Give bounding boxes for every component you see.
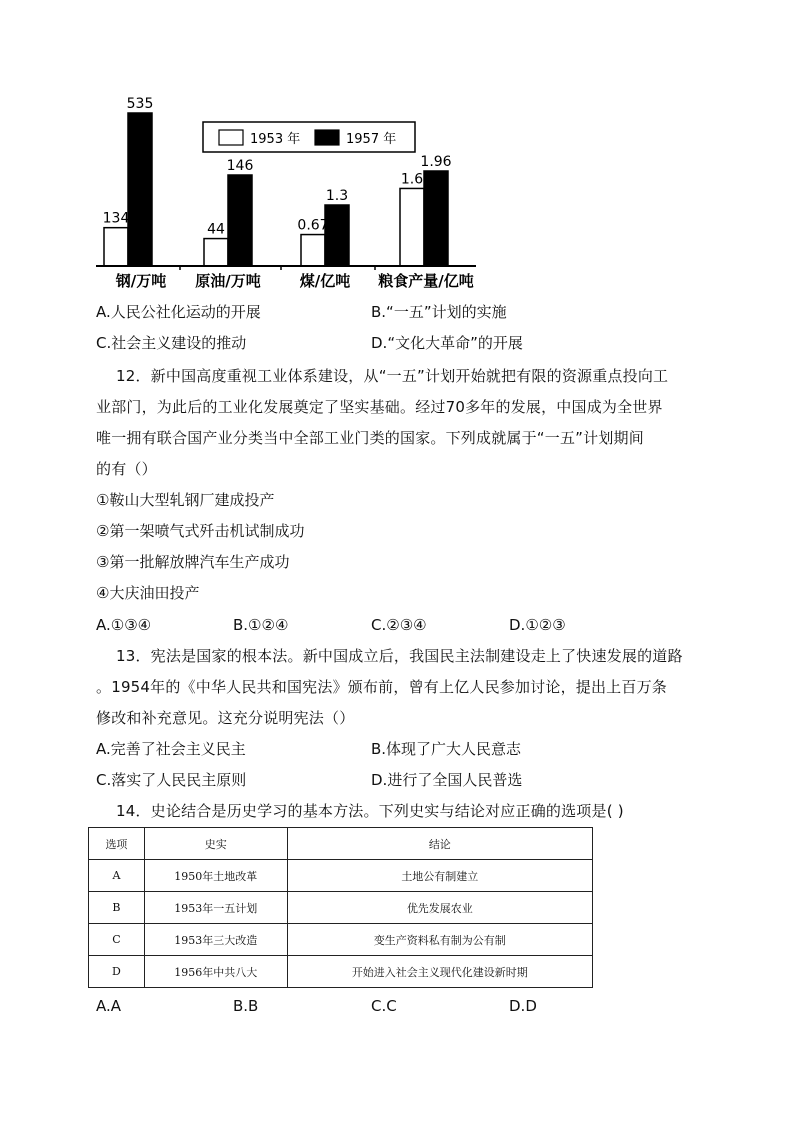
data-label-1957-1: 146 xyxy=(226,158,254,174)
table-row xyxy=(89,860,593,892)
legend-label-1953: 1953 年 xyxy=(250,132,301,147)
q13-option-a[interactable]: A.完善了社会主义民主 xyxy=(96,740,246,758)
data-label-1953-3: 1.6 xyxy=(400,171,424,188)
table-row xyxy=(89,892,593,924)
legend-swatch-1953 xyxy=(219,130,243,145)
cell-fact: 1950年土地改革 xyxy=(144,860,287,892)
q13-stem-line-1: 13．宪法是国家的根本法。新中国成立后，我国民主法制建设走上了快速发展的道路 xyxy=(116,647,683,665)
category-label-3: 粮食产量/亿吨 xyxy=(378,272,474,290)
q12-option-a[interactable]: A.①③④ xyxy=(96,616,152,634)
q11-option-a[interactable]: A.人民公社化运动的开展 xyxy=(96,303,261,321)
q14-stem: 14．史论结合是历史学习的基本方法。下列史实与结论对应正确的选项是( ) xyxy=(116,802,624,820)
category-label-1: 原油/万吨 xyxy=(195,272,261,290)
data-label-1953-2: 0.67 xyxy=(297,217,329,234)
q14-table xyxy=(88,827,593,988)
bar-1953-0 xyxy=(104,228,128,266)
q12-stem-line-3: 唯一拥有联合国产业分类当中全部工业门类的国家。下列成就属于“一五”计划期间 xyxy=(96,429,644,447)
bar-1957-1 xyxy=(228,175,252,266)
data-label-1953-0: 134 xyxy=(102,210,130,227)
header-conclusion: 结论 xyxy=(287,828,592,860)
legend-label-1957: 1957 年 xyxy=(346,132,397,147)
cell-option: B xyxy=(89,892,145,924)
q12-item-3: ③第一批解放牌汽车生产成功 xyxy=(96,553,290,571)
data-label-1953-1: 44 xyxy=(207,221,225,238)
cell-fact: 1953年三大改造 xyxy=(144,924,287,956)
q13-stem-line-2: 。1954年的《中华人民共和国宪法》颁布前，曾有上亿人民参加讨论，提出上百万条 xyxy=(96,678,667,696)
bar-1957-2 xyxy=(325,205,349,266)
header-fact: 史实 xyxy=(144,828,287,860)
bar-1953-3 xyxy=(400,188,424,266)
q12-item-2: ②第一架喷气式歼击机试制成功 xyxy=(96,522,305,540)
bar-1957-3 xyxy=(424,171,448,266)
data-label-1957-3: 1.96 xyxy=(420,154,452,170)
data-label-1957-0: 535 xyxy=(126,96,154,112)
category-label-2: 煤/亿吨 xyxy=(299,272,351,290)
q12-stem-line-2: 业部门，为此后的工业化发展奠定了坚实基础。经过70多年的发展，中国成为全世界 xyxy=(96,398,663,416)
table-row xyxy=(89,956,593,988)
q14-option-b[interactable]: B.B xyxy=(233,997,259,1015)
q13-option-d[interactable]: D.进行了全国人民普选 xyxy=(371,771,523,789)
q14-option-a[interactable]: A.A xyxy=(96,997,122,1015)
header-option: 选项 xyxy=(89,828,145,860)
q11-option-b[interactable]: B.“一五”计划的实施 xyxy=(371,303,507,321)
cell-conclusion: 土地公有制建立 xyxy=(287,860,592,892)
q12-item-1: ①鞍山大型轧钢厂建成投产 xyxy=(96,491,275,509)
q13-stem-line-3: 修改和补充意见。这充分说明宪法（） xyxy=(96,709,355,727)
category-label-0: 钢/万吨 xyxy=(115,272,167,290)
cell-conclusion: 变生产资料私有制为公有制 xyxy=(287,924,592,956)
data-label-1957-2: 1.3 xyxy=(325,188,349,204)
table-header-row xyxy=(89,828,593,860)
q12-item-4: ④大庆油田投产 xyxy=(96,584,200,602)
cell-conclusion: 开始进入社会主义现代化建设新时期 xyxy=(287,956,592,988)
q11-option-c[interactable]: C.社会主义建设的推动 xyxy=(96,334,247,352)
q14-option-c[interactable]: C.C xyxy=(371,997,397,1015)
q12-option-b[interactable]: B.①②④ xyxy=(233,616,289,634)
bar-1957-0 xyxy=(128,113,152,266)
bar-1953-2 xyxy=(301,235,325,266)
cell-conclusion: 优先发展农业 xyxy=(287,892,592,924)
q11-option-d[interactable]: D.“文化大革命”的开展 xyxy=(371,334,523,352)
chart-legend xyxy=(203,122,415,152)
cell-fact: 1956年中共八大 xyxy=(144,956,287,988)
bar-1953-1 xyxy=(204,239,228,266)
legend-swatch-1957 xyxy=(315,130,339,145)
q14-option-d[interactable]: D.D xyxy=(509,997,537,1015)
q12-stem-line-4: 的有（） xyxy=(96,460,157,478)
q12-option-d[interactable]: D.①②③ xyxy=(509,616,566,634)
cell-option: A xyxy=(89,860,145,892)
table-row xyxy=(89,924,593,956)
category-labels xyxy=(115,272,474,290)
q13-option-b[interactable]: B.体现了广大人民意志 xyxy=(371,740,522,758)
q12-stem-line-1: 12．新中国高度重视工业体系建设，从“一五”计划开始就把有限的资源重点投向工 xyxy=(116,367,669,385)
production-bar-chart xyxy=(0,0,794,300)
q13-option-c[interactable]: C.落实了人民民主原则 xyxy=(96,771,247,789)
q12-option-c[interactable]: C.②③④ xyxy=(371,616,427,634)
cell-option: D xyxy=(89,956,145,988)
cell-option: C xyxy=(89,924,145,956)
cell-fact: 1953年一五计划 xyxy=(144,892,287,924)
